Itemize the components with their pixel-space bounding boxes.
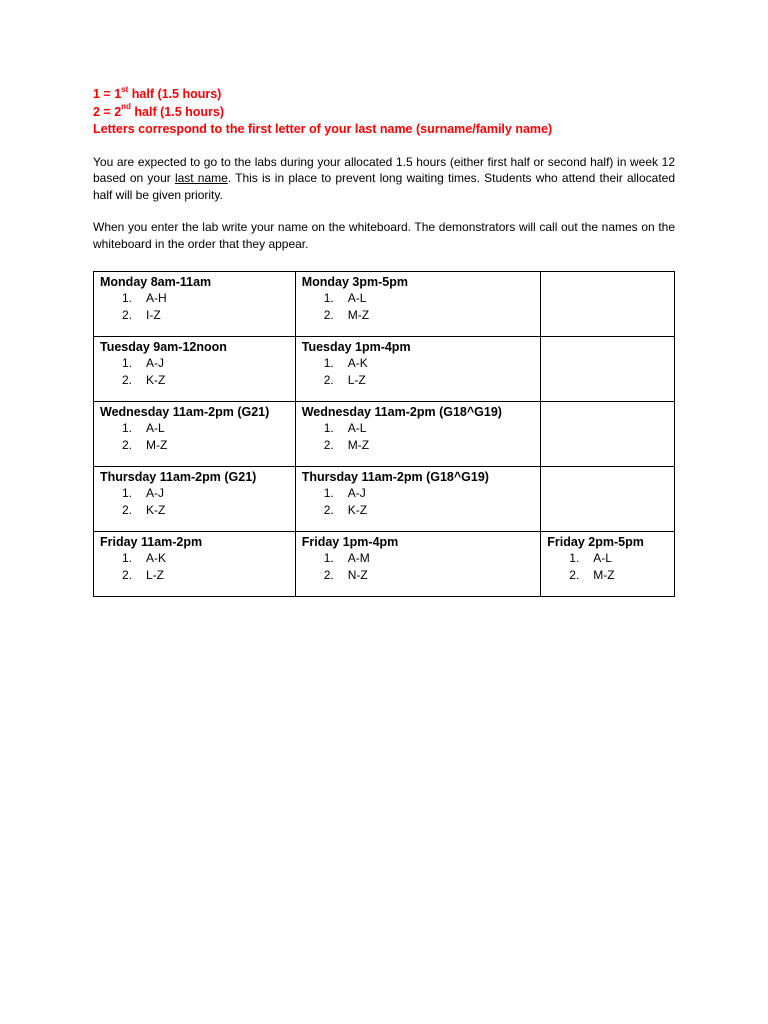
slot-title: Thursday 11am-2pm (G21)	[100, 470, 257, 484]
schedule-cell	[295, 272, 541, 337]
slot-group-item	[100, 567, 290, 584]
schedule-cell	[94, 467, 296, 532]
slot-group-number: 2.	[323, 437, 334, 452]
slot-group-item	[100, 437, 290, 454]
slot-group-number: 2.	[323, 372, 334, 387]
slot-group-number: 2.	[122, 307, 133, 322]
slot-group-number: 2.	[323, 502, 334, 517]
slot-title: Tuesday 1pm-4pm	[301, 340, 411, 354]
schedule-cell	[94, 272, 296, 337]
slot-group-number: 1.	[122, 551, 133, 565]
schedule-table-body	[94, 272, 675, 597]
slot-group-number: 1.	[122, 291, 133, 305]
slot-title: Friday 1pm-4pm	[301, 535, 399, 549]
slot-group-item	[100, 502, 290, 519]
legend-line-letters: Letters correspond to the first letter of your last name (surname/family name)	[93, 122, 553, 136]
schedule-cell	[541, 272, 675, 337]
slot-title: Friday 11am-2pm	[100, 535, 203, 549]
legend-line-second-half-suffix: half (1.5 hours)	[130, 104, 225, 119]
slot-group-list	[302, 550, 536, 583]
slot-group-number: 1.	[323, 291, 334, 305]
slot-group-item	[302, 437, 536, 454]
slot-group-list	[100, 550, 290, 583]
schedule-cell	[94, 532, 296, 597]
slot-title: Wednesday 11am-2pm (G18^G19)	[301, 405, 502, 419]
slot-group-number: 1.	[323, 486, 334, 500]
slot-group-number: 2.	[122, 502, 133, 517]
slot-group-list	[302, 290, 536, 323]
slot-group-item	[100, 485, 290, 502]
slot-group-item	[302, 567, 536, 584]
slot-group-letter-range: L-Z	[146, 567, 164, 582]
slot-group-list	[100, 485, 290, 518]
slot-group-letter-range: K-Z	[347, 502, 368, 517]
slot-group-number: 2.	[569, 567, 580, 582]
slot-group-letter-range: A-L	[347, 421, 367, 435]
slot-title: Thursday 11am-2pm (G18^G19)	[301, 470, 489, 484]
slot-group-item	[100, 420, 290, 437]
slot-group-list	[100, 290, 290, 323]
slot-group-number: 2.	[323, 307, 334, 322]
slot-group-number: 1.	[122, 421, 133, 435]
slot-group-number: 2.	[122, 567, 133, 582]
schedule-cell	[541, 402, 675, 467]
schedule-row	[94, 337, 675, 402]
slot-group-item	[100, 372, 290, 389]
legend-line-second-half	[93, 104, 683, 122]
slot-group-letter-range: L-Z	[347, 372, 366, 387]
slot-group-item	[100, 307, 290, 324]
slot-group-list	[302, 485, 536, 518]
slot-group-letter-range: K-Z	[146, 372, 166, 387]
slot-group-item	[100, 290, 290, 307]
slot-group-number: 2.	[122, 437, 133, 452]
schedule-cell	[541, 532, 675, 597]
slot-group-item	[302, 420, 536, 437]
slot-group-letter-range: K-Z	[146, 502, 166, 517]
slot-title: Monday 8am-11am	[100, 275, 212, 289]
slot-group-letter-range: I-Z	[146, 307, 161, 322]
schedule-cell	[94, 402, 296, 467]
schedule-cell	[295, 467, 541, 532]
schedule-cell	[541, 467, 675, 532]
slot-group-letter-range: M-Z	[347, 437, 370, 452]
instructions-underlined-text: last name	[174, 171, 228, 185]
slot-group-number: 1.	[323, 551, 334, 565]
legend-line-first-half-suffix: half (1.5 hours)	[128, 87, 222, 101]
schedule-row	[94, 272, 675, 337]
slot-group-item	[302, 550, 536, 567]
slot-group-item	[547, 550, 669, 567]
slot-group-letter-range: M-Z	[347, 307, 370, 322]
slot-title: Friday 2pm-5pm	[547, 535, 644, 549]
slot-group-item	[302, 485, 536, 502]
slot-group-letter-range: A-J	[146, 356, 164, 370]
slot-group-item	[547, 567, 669, 584]
instructions-text-end: . This is in place to prevent long waiting times. Students who attend their allocated half will be given priority.	[93, 171, 676, 202]
slot-group-item	[100, 355, 290, 372]
slot-group-letter-range: A-J	[146, 486, 164, 500]
slot-group-letter-range: A-M	[347, 551, 370, 565]
slot-group-letter-range: A-K	[146, 551, 167, 565]
slot-group-number: 2.	[323, 567, 334, 582]
slot-title: Wednesday 11am-2pm (G21)	[100, 405, 270, 419]
slot-group-number: 1.	[323, 421, 334, 435]
slot-group-list	[100, 420, 290, 453]
slot-group-letter-range: A-K	[347, 356, 368, 370]
slot-group-letter-range: A-H	[146, 291, 167, 305]
whiteboard-paragraph: When you enter the lab write your name on the whiteboard. The demonstrators will call out the names on the whiteboard in the order that they appear.	[93, 220, 675, 251]
slot-group-letter-range: A-L	[347, 291, 367, 305]
schedule-cell	[295, 337, 541, 402]
slot-group-number: 2.	[122, 372, 133, 387]
slot-group-list	[547, 550, 669, 583]
slot-group-item	[100, 550, 290, 567]
lab-schedule-table	[93, 271, 675, 597]
slot-group-letter-range: A-J	[347, 486, 366, 500]
slot-title: Monday 3pm-5pm	[301, 275, 408, 289]
legend-line-second-half-sup: nd	[121, 102, 131, 112]
slot-group-number: 1.	[569, 551, 580, 565]
slot-group-list	[302, 420, 536, 453]
document-page	[93, 84, 683, 582]
slot-group-list	[302, 355, 536, 388]
slot-group-number: 1.	[122, 356, 133, 370]
legend-line-first-half-sup: st	[121, 84, 129, 94]
slot-group-letter-range: A-L	[146, 421, 165, 435]
slot-group-item	[302, 307, 536, 324]
slot-group-letter-range: A-L	[593, 551, 612, 565]
instructions-text-start: You are expected to go to the labs during your allocated 1.5 hours (either first half or second half) in week 12 based on your	[93, 154, 675, 185]
slot-group-number: 1.	[122, 486, 133, 500]
slot-group-letter-range: M-Z	[593, 567, 615, 582]
legend-block	[93, 86, 683, 139]
legend-line-first-half	[93, 86, 683, 104]
schedule-cell	[541, 337, 675, 402]
slot-group-number: 1.	[323, 356, 334, 370]
schedule-row	[94, 532, 675, 597]
slot-group-list	[100, 355, 290, 388]
schedule-cell	[94, 337, 296, 402]
instructions-paragraph	[93, 154, 675, 204]
slot-group-item	[302, 290, 536, 307]
slot-group-letter-range: N-Z	[347, 567, 368, 582]
slot-group-item	[302, 355, 536, 372]
schedule-row	[94, 402, 675, 467]
legend-line-second-half-prefix: 2 = 2	[93, 104, 122, 119]
slot-title: Tuesday 9am-12noon	[100, 340, 227, 354]
schedule-cell	[295, 532, 541, 597]
schedule-cell	[295, 402, 541, 467]
slot-group-letter-range: M-Z	[146, 437, 168, 452]
schedule-row	[94, 467, 675, 532]
slot-group-item	[302, 372, 536, 389]
slot-group-item	[302, 502, 536, 519]
legend-line-first-half-prefix: 1 = 1	[93, 87, 122, 101]
